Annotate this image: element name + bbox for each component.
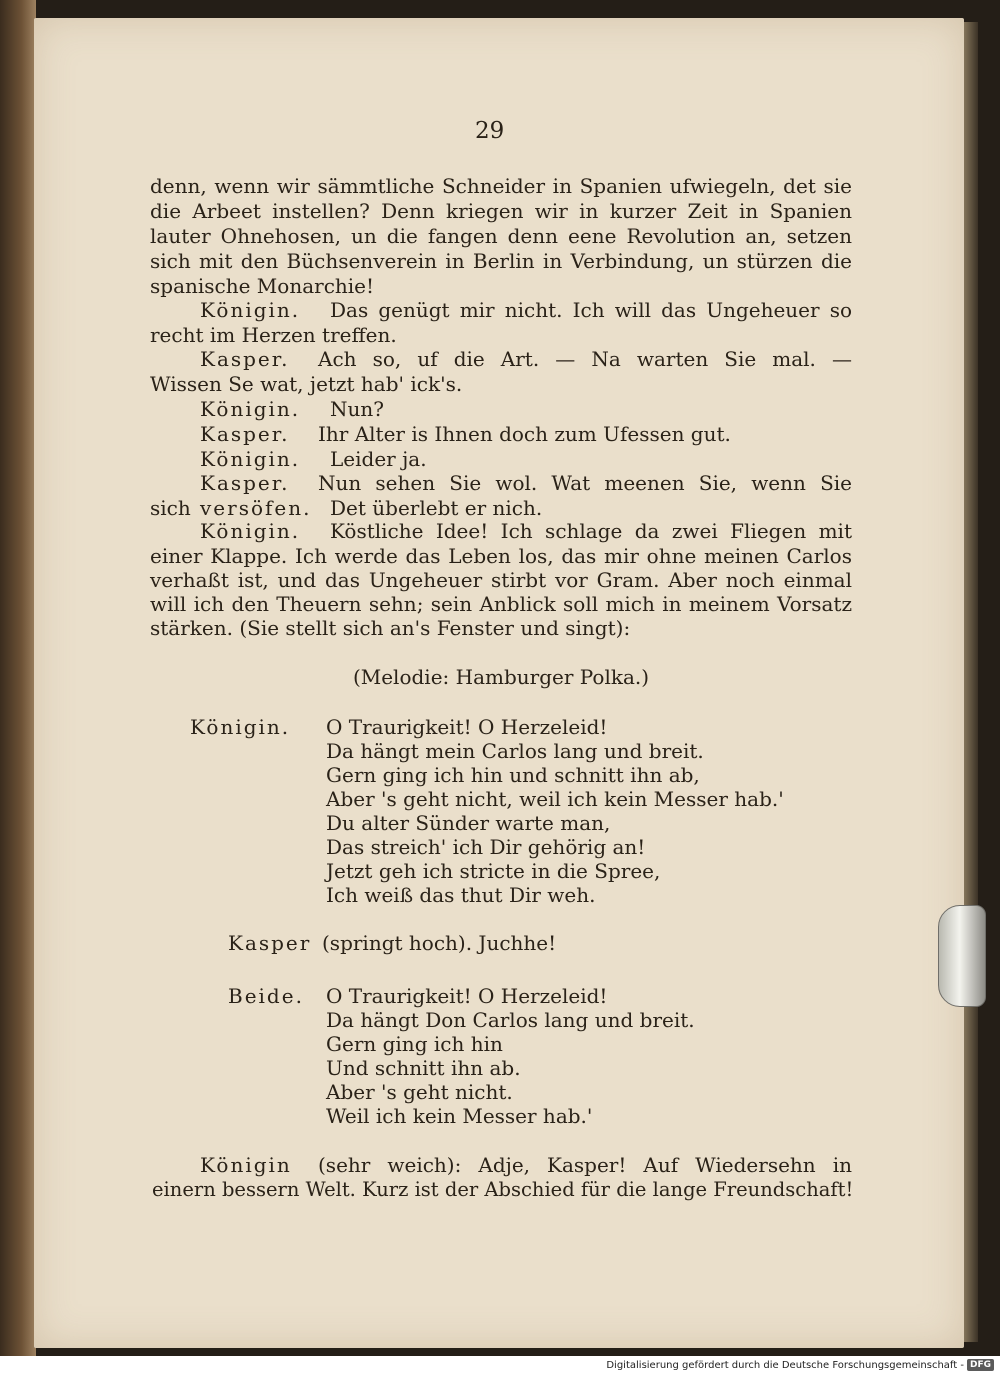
verse-line: Aber 's geht nicht. [326, 1080, 513, 1104]
verse-line: Jetzt geh ich stricte in die Spree, [326, 859, 661, 883]
stage-direction: (springt hoch). Juchhe! [322, 931, 557, 955]
dialogue-line: Ach so, uf die Art. — Na warten Sie mal. — [318, 347, 852, 371]
dialogue-line: einer Klappe. Ich werde das Leben los, das mir ohne meinen Carlos [150, 544, 852, 568]
verse-line: Das streich' ich Dir gehörig an! [326, 835, 646, 859]
speaker-name: Königin. [200, 447, 301, 471]
dialogue-line: Nun sehen Sie wol. Wat meenen Sie, wenn Sie [318, 471, 852, 495]
verse-line: O Traurigkeit! O Herzeleid! [326, 715, 608, 739]
verse-line: Gern ging ich hin und schnitt ihn ab, [326, 763, 700, 787]
dialogue-line: recht im Herzen treffen. [150, 323, 397, 347]
book-spine [0, 0, 36, 1360]
verse-line: Aber 's geht nicht, weil ich kein Messer hab.' [326, 787, 784, 811]
speaker-name: Königin. [190, 715, 291, 739]
dialogue-line: Das genügt mir nicht. Ich will das Ungeheuer so [330, 298, 852, 322]
verse-line: Und schnitt ihn ab. [326, 1056, 521, 1080]
dialogue-line: stärken. (Sie stellt sich an's Fenster und singt): [150, 616, 631, 640]
page-clip [938, 905, 986, 1007]
dialogue-line: Leider ja. [330, 447, 427, 471]
speaker-name: Kasper. [200, 347, 290, 371]
speaker-name: Beide. [228, 984, 304, 1008]
verse-line: O Traurigkeit! O Herzeleid! [326, 984, 608, 1008]
spaced-word: versöfen. [200, 496, 312, 520]
speaker-name: Kasper. [200, 422, 290, 446]
melody-heading: (Melodie: Hamburger Polka.) [352, 665, 650, 689]
speaker-name: Königin. [200, 519, 301, 543]
speaker-name: Königin. [200, 298, 301, 322]
dialogue-line: Köstliche Idee! Ich schlage da zwei Fliegen mit [330, 519, 852, 543]
speaker-name: Königin. [200, 397, 301, 421]
verse-line: Da hängt Don Carlos lang und breit. [326, 1008, 695, 1032]
speaker-name: Kasper [228, 931, 312, 955]
dialogue-line: will ich den Theuern sehn; sein Anblick soll mich in meinem Vorsatz [150, 592, 852, 616]
funding-note: Digitalisierung gefördert durch die Deutsche Forschungsgemeinschaft - [606, 1360, 964, 1371]
dialogue-line: Nun? [330, 397, 384, 421]
verse-line: Da hängt mein Carlos lang und breit. [326, 739, 704, 763]
dialogue-line: verhaßt ist, und das Ungeheuer stirbt vor Gram. Aber noch einmal [150, 568, 852, 592]
prose-line: denn, wenn wir sämmtliche Schneider in Spanien ufwiegeln, det sie [150, 174, 852, 198]
prose-line: sich mit den Büchsenverein in Berlin in Verbindung, un stürzen die [150, 249, 852, 273]
dialogue-line: sich [150, 496, 191, 520]
prose-line: die Arbeet instellen? Denn kriegen wir in kurzer Zeit in Spanien [150, 199, 852, 223]
verse-line: Weil ich kein Messer hab.' [326, 1104, 593, 1128]
prose-line: lauter Ohnehosen, un die fangen denn eene Revolution an, setzen [150, 224, 852, 248]
dialogue-line: (sehr weich): Adje, Kasper! Auf Wiedersehn in [318, 1153, 852, 1177]
dialogue-line: Det überlebt er nich. [330, 496, 543, 520]
prose-line: spanische Monarchie! [150, 274, 375, 298]
page-number: 29 [475, 118, 505, 144]
verse-line: Gern ging ich hin [326, 1032, 503, 1056]
speaker-name: Kasper. [200, 471, 290, 495]
verse-line: Du alter Sünder warte man, [326, 811, 611, 835]
dfg-logo: DFG [967, 1359, 994, 1371]
dialogue-line: Wissen Se wat, jetzt hab' ick's. [150, 372, 463, 396]
speaker-name: Königin [200, 1153, 292, 1177]
verse-line: Ich weiß das thut Dir weh. [326, 883, 596, 907]
dialogue-line: einern bessern Welt. Kurz ist der Abschied für die lange Freundschaft! [152, 1178, 854, 1201]
dialogue-line: Ihr Alter is Ihnen doch zum Ufessen gut. [318, 422, 731, 446]
